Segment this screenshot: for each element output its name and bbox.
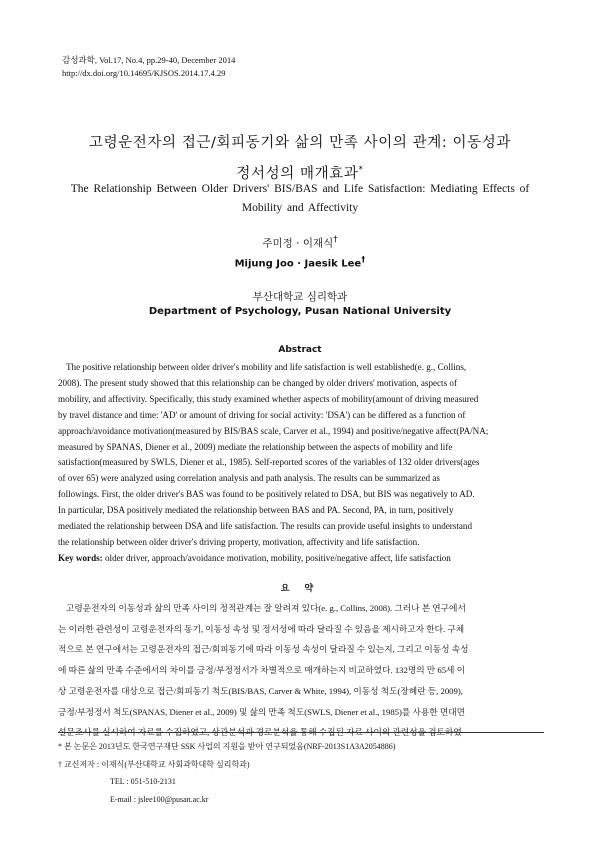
abstract-line: In particular, DSA positively mediated the relationship between BAS and PA. Second, PA, in turn, positively (58, 505, 454, 516)
phone-number: TEL : 051-510-2131 (110, 777, 176, 786)
korean-title-line-2: 정서성의 매개효과* (236, 165, 364, 182)
keywords (58, 551, 544, 567)
abstract-line: followings. First, the older driver's BAS was found to be positively related to DSA, but BIS was negatively to AD. (58, 489, 475, 500)
email-address[interactable]: E-mail : jslee100@pusan.ac.kr (110, 794, 209, 804)
english-authors: Mijung Joo · Jaesik Lee† (234, 254, 366, 270)
abstract-line: 2008). The present study showed that this relationship can be changed by older drivers' motivation, aspects of (58, 377, 457, 388)
english-title (62, 180, 538, 218)
funding-footnote: * 본 논문은 2013년도 한국연구재단 SSK 사업의 지원을 받아 연구되었음(NRF-2013S1A3A2054886) (58, 742, 396, 751)
footnotes (58, 738, 395, 808)
corresponding-mark-en: † (361, 254, 366, 264)
summary-line: 는 이러한 관련성이 고령운전자의 동기, 이동성 속성 및 정서성에 따라 달라질 수 있음을 제시하고자 한다. 구체 (58, 623, 465, 634)
summary-line: 설문조사를 실시하여 자료를 수집하였고, 상관분석과 경로분석을 통해 수집된 자료 사이의 관련성을 검토하였 (58, 727, 462, 738)
korean-authors: 주미정 · 이재식† (262, 235, 338, 250)
abstract-heading: Abstract (278, 345, 322, 355)
footnote-divider (58, 732, 544, 733)
journal-citation: 감성과학, Vol.17, No.4, pp.29-40, December 2014 (62, 55, 236, 65)
english-affiliation: Department of Psychology, Pusan National University (148, 306, 452, 317)
abstract-line: mediated the relationship between DSA and life satisfaction. The results can provide useful insights to understand (58, 521, 473, 532)
abstract-line: the relationship between older driver's driving property, motivation, affectivity and life satisfaction. (58, 536, 420, 547)
abstract-line: measured by SPANAS, Diener et al., 2009) mediate the relationship between the aspects of mobility and life (58, 441, 453, 452)
summary-line: 긍정/부정정서 척도(SPANAS, Diener et al., 2009) 및 삶의 만족 척도(SWLS, Diener et al., 1985)를 사용한 면대면 (58, 706, 466, 717)
summary-line: 상 고령운전자를 대상으로 접근/회피동기 척도(BIS/BAS, Carver & White, 1994), 이동성 척도(장혜란 등, 2009), (58, 685, 463, 696)
english-title-line-1: The Relationship Between Older Drivers' BIS/BAS and Life Satisfaction: Mediating Effects of (70, 183, 530, 195)
abstract-line: The positive relationship between older driver's mobility and life satisfaction is well established(e. g., Collins, (66, 362, 467, 372)
funding-footnote-mark: * (358, 165, 364, 175)
korean-affiliation: 부산대학교 심리학과 (252, 291, 348, 303)
korean-title-line-1: 고령운전자의 접근/회피동기와 삶의 만족 사이의 관계: 이동성과 (88, 135, 511, 151)
corresponding-mark-ko: † (333, 235, 338, 245)
english-title-line-2: Mobility and Affectivity (241, 202, 359, 214)
korean-summary-body (58, 598, 548, 743)
korean-summary-heading: 요 약 (280, 584, 320, 594)
abstract-body (58, 360, 544, 567)
doi-link[interactable]: http://dx.doi.org/10.14695/KJSOS.2014.17.4.29 (62, 68, 226, 78)
journal-header (62, 54, 235, 80)
summary-line: 에 따른 삶의 만족 수준에서의 차이를 긍정/부정정서가 차별적으로 매개하는지 비교하였다. 132명의 만 65세 이 (58, 665, 466, 676)
abstract-line: by travel distance and time: 'AD' or amount of driving for social activity: 'DSA') can be differed as a function of (58, 409, 466, 420)
corresponding-author-footnote: † 교신저자 : 이재식(부산대학교 사회과학대학 심리학과) (58, 759, 250, 769)
keywords-text: older driver, approach/avoidance motivation, mobility, positive/negative affect, life satisfaction (105, 552, 451, 563)
summary-line: 적으로 본 연구에서는 고령운전자의 접근/회피동기에 따라 이동성 속성이 달라질 수 있는지, 그리고 이동성 속성 (58, 644, 469, 655)
abstract-line: of over 65) were analyzed using correlation analysis and path analysis. The results can be summarized as (58, 473, 440, 484)
abstract-line: approach/avoidance motivation(measured by BIS/BAS scale, Carver et al., 1994) and positive/negative affect(PA/NA; (58, 425, 489, 436)
keywords-label: Key words: (58, 552, 103, 563)
abstract-line: satisfaction(measured by SWLS, Diener et al., 1985). Self-reported scores of the variables of 132 older drivers(ages (58, 457, 480, 468)
abstract-line: mobility, and affectivity. Specifically, this study examined whether aspects of mobility(amount of driving measured (58, 393, 479, 404)
summary-line: 고령운전자의 이동성과 삶의 만족 사이의 정적관계는 잘 알려져 있다(e. g., Collins, 2008). 그러나 본 연구에서 (66, 603, 466, 613)
